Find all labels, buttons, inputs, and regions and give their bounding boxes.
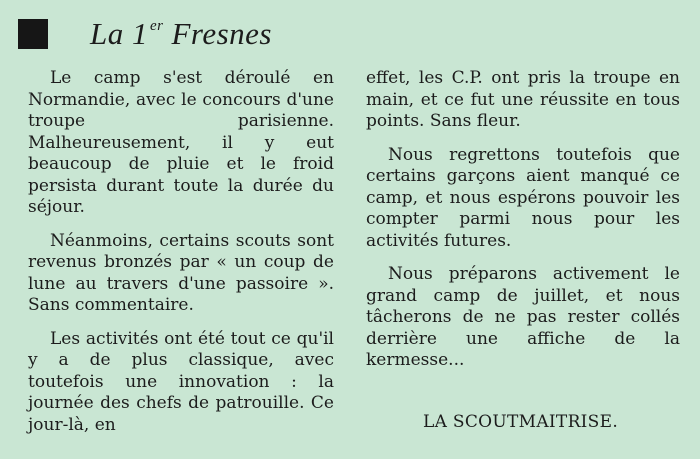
paragraph-text: effet, les C.P. ont pris la troupe en main, et ce fut une réussite en tous points. Sans fleur. xyxy=(366,68,680,131)
paragraph xyxy=(28,68,334,219)
title-suffix: Fresnes xyxy=(171,16,272,51)
title-prefix: La 1 xyxy=(90,16,148,51)
paragraph xyxy=(28,231,334,317)
paragraph-text: Nous regrettons toutefois que certains garçons aient manqué ce camp, et nous espérons pouvoir les compter parmi nous pour les activités futures. xyxy=(366,144,680,251)
article-title xyxy=(90,16,272,52)
paragraph-text: Le camp s'est déroulé en Normandie, avec le concours d'une troupe parisienne. Malheureusement, il y eut beaucoup de pluie et le froid persista durant toute la durée du séjour. xyxy=(28,68,334,217)
paragraph-text: Les activités ont été tout ce qu'il y a de plus classique, avec toutefois une innovation : la journée des chefs de patrouille. Ce jour-là, en xyxy=(28,328,334,435)
article-header xyxy=(18,14,272,54)
title-superscript: er xyxy=(150,18,164,34)
paragraph-text: Néanmoins, certains scouts sont revenus bronzés par « un coup de lune au travers d'une passoire ». Sans commentaire. xyxy=(28,230,334,315)
paragraph xyxy=(366,68,680,133)
paragraph xyxy=(366,145,680,253)
right-column xyxy=(366,68,680,384)
signature: LA SCOUTMAITRISE. xyxy=(423,412,619,432)
left-column xyxy=(28,68,334,448)
paragraph xyxy=(28,329,334,437)
paragraph xyxy=(366,264,680,372)
black-square-bullet xyxy=(18,19,48,49)
paragraph-text: Nous préparons activement le grand camp de juillet, et nous tâcherons de ne pas rester collés derrière une affiche de la kermesse... xyxy=(366,264,680,370)
